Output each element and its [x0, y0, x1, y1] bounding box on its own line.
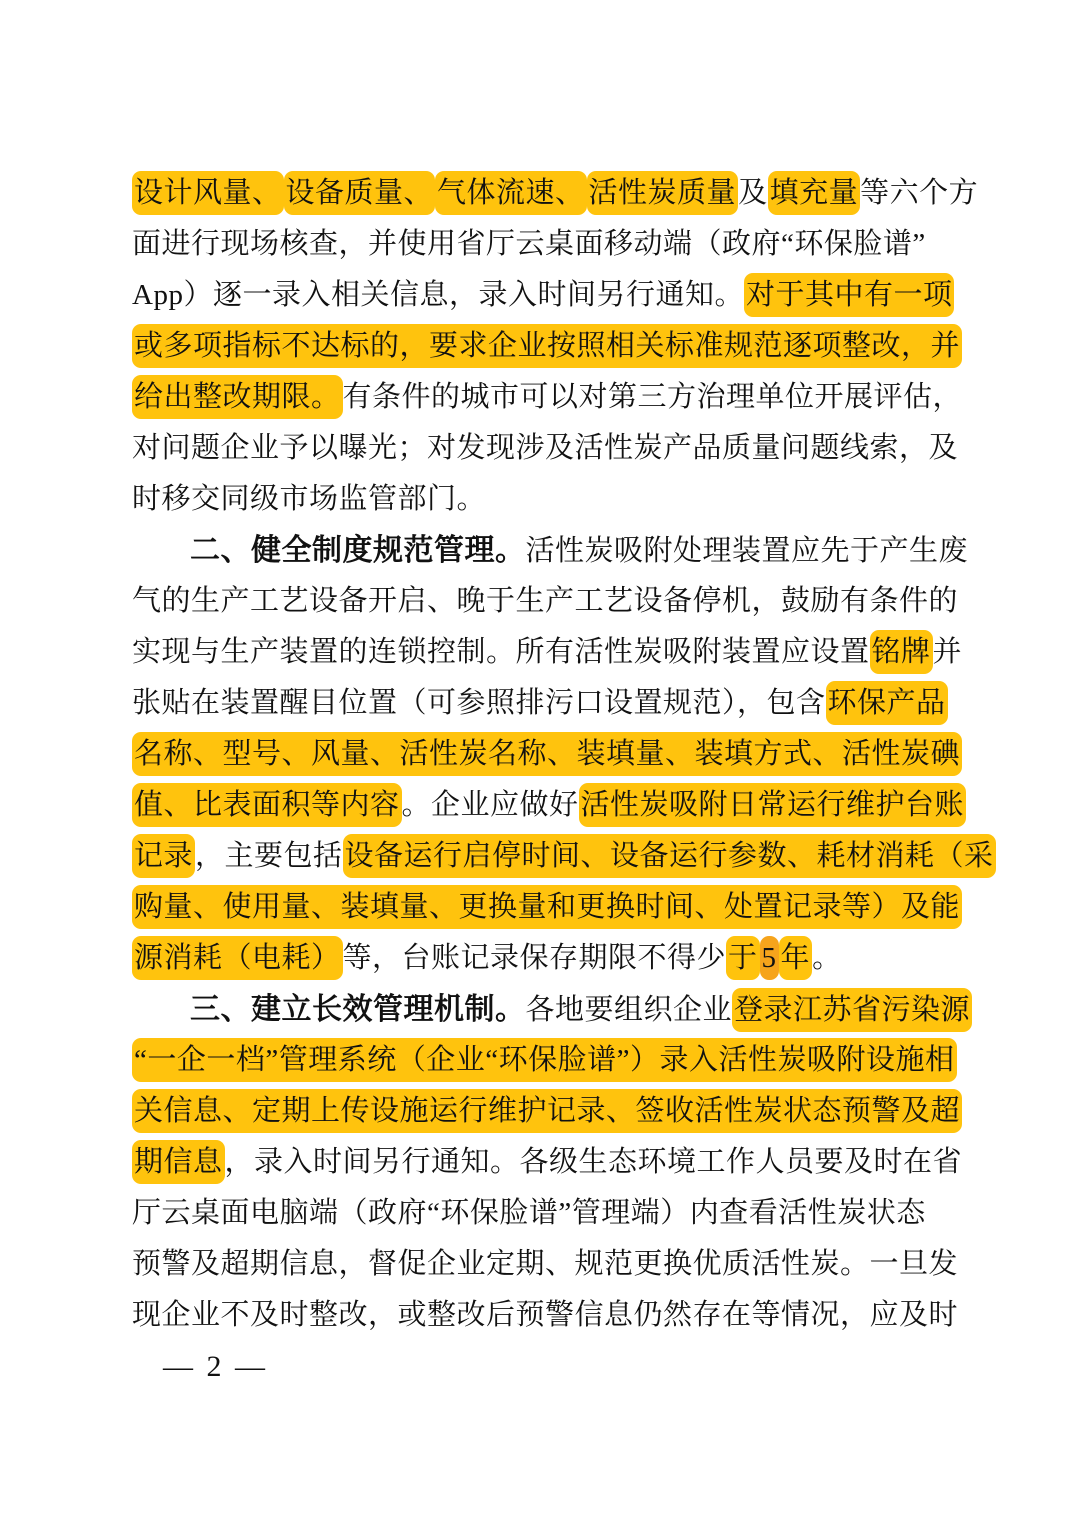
highlighted-text: 或多项指标不达标的，要求企业按照相关标准规范逐项整改，并 — [132, 324, 962, 368]
text-segment: 气的生产工艺设备开启、晚于生产工艺设备停机，鼓励有条件的 — [132, 585, 959, 617]
text-line — [132, 1188, 954, 1239]
highlighted-text: 于 — [726, 936, 760, 980]
highlighted-text-orange: 5 — [760, 936, 779, 980]
text-segment: App）逐一录入相关信息，录入时间另行通知。 — [132, 279, 744, 311]
text-line — [132, 525, 969, 576]
text-segment: 对问题企业予以曝光；对发现涉及活性炭产品质量问题线索，及 — [132, 432, 959, 464]
text-segment: 张贴在装置醒目位置（可参照排污口设置规范），包含 — [132, 687, 826, 719]
text-segment: 。 — [812, 942, 842, 974]
text-line — [132, 933, 954, 984]
text-segment: 时移交同级市场监管部门。 — [132, 483, 487, 515]
text-segment: 现企业不及时整改，或整改后预警信息仍然存在等情况，应及时 — [132, 1299, 959, 1331]
text-segment: 各地要组织企业 — [525, 994, 733, 1026]
text-segment: 厅云桌面电脑端（政府“环保脸谱”管理端）内查看活性炭状态 — [132, 1197, 926, 1229]
highlighted-text: 记录 — [132, 834, 195, 878]
text-line — [132, 627, 963, 678]
highlighted-text: 给出整改期限。 — [132, 375, 343, 419]
highlighted-text: 名称、型号、风量、活性炭名称、装填量、装填方式、活性炭碘 — [132, 732, 962, 776]
text-segment: 等，台账记录保存期限不得少 — [342, 942, 727, 974]
text-line — [132, 423, 959, 474]
section-heading-text: 二、健全制度规范管理。 — [190, 534, 526, 567]
highlighted-text: 登录江苏省污染源 — [732, 988, 972, 1032]
text-segment: 活性炭吸附处理装置应先于产生废 — [525, 535, 969, 567]
text-segment: 实现与生产装置的连锁控制。所有活性炭吸附装置应设置 — [132, 636, 870, 668]
text-line — [132, 882, 961, 933]
text-line — [132, 1239, 959, 1290]
text-line — [132, 168, 979, 219]
text-segment: ，录入时间另行通知。各级生态环境工作人员要及时在省 — [224, 1146, 963, 1178]
text-segment: 。企业应做好 — [401, 789, 579, 821]
text-line — [132, 219, 954, 270]
text-line — [132, 576, 959, 627]
text-line — [132, 984, 971, 1035]
highlighted-text: 设备质量、 — [284, 171, 436, 215]
highlighted-text: 关信息、定期上传设施运行维护记录、签收活性炭状态预警及超 — [132, 1089, 962, 1133]
text-segment: ，主要包括 — [195, 840, 343, 872]
page-footer — [163, 1350, 268, 1384]
text-line — [132, 1137, 963, 1188]
page-number: — 2 — — [163, 1350, 268, 1383]
text-line — [132, 321, 961, 372]
text-segment: 及 — [738, 177, 768, 209]
highlighted-text: 填充量 — [768, 171, 861, 215]
highlighted-text: 对于其中有一项 — [744, 273, 955, 317]
highlighted-text: “一企一档”管理系统（企业“环保脸谱”）录入活性炭吸附设施相 — [132, 1038, 957, 1082]
text-line — [132, 678, 954, 729]
highlighted-text: 环保产品 — [826, 681, 948, 725]
highlighted-text: 值、比表面积等内容 — [132, 783, 402, 827]
highlighted-text: 气体流速、 — [435, 171, 587, 215]
highlighted-text: 年 — [779, 936, 813, 980]
text-line — [132, 780, 965, 831]
section-heading-text: 三、建立长效管理机制。 — [190, 993, 526, 1026]
text-segment: 面进行现场核查，并使用省厅云桌面移动端（政府“环保脸谱” — [132, 228, 926, 260]
text-segment: 有条件的城市可以对第三方治理单位开展评估， — [342, 381, 963, 413]
text-line — [132, 1086, 961, 1137]
text-line — [132, 831, 994, 882]
text-line — [132, 270, 954, 321]
text-line — [132, 1290, 959, 1341]
highlighted-text: 购量、使用量、装填量、更换量和更换时间、处置记录等）及能 — [132, 885, 962, 929]
highlighted-text: 活性炭质量 — [587, 171, 739, 215]
highlighted-text: 铭牌 — [870, 630, 933, 674]
text-segment: 等六个方 — [860, 177, 979, 209]
text-segment: 预警及超期信息，督促企业定期、规范更换优质活性炭。一旦发 — [132, 1248, 959, 1280]
text-line — [132, 474, 954, 525]
highlighted-text: 设计风量、 — [132, 171, 284, 215]
highlighted-text: 设备运行启停时间、设备运行参数、耗材消耗（采 — [343, 834, 996, 878]
highlighted-text: 活性炭吸附日常运行维护台账 — [579, 783, 967, 827]
text-line — [132, 729, 961, 780]
highlighted-text: 期信息 — [132, 1140, 225, 1184]
text-segment: 并 — [932, 636, 963, 668]
text-line — [132, 372, 963, 423]
highlighted-text: 源消耗（电耗） — [132, 936, 343, 980]
document-body — [132, 168, 994, 1341]
text-line — [132, 1035, 954, 1086]
